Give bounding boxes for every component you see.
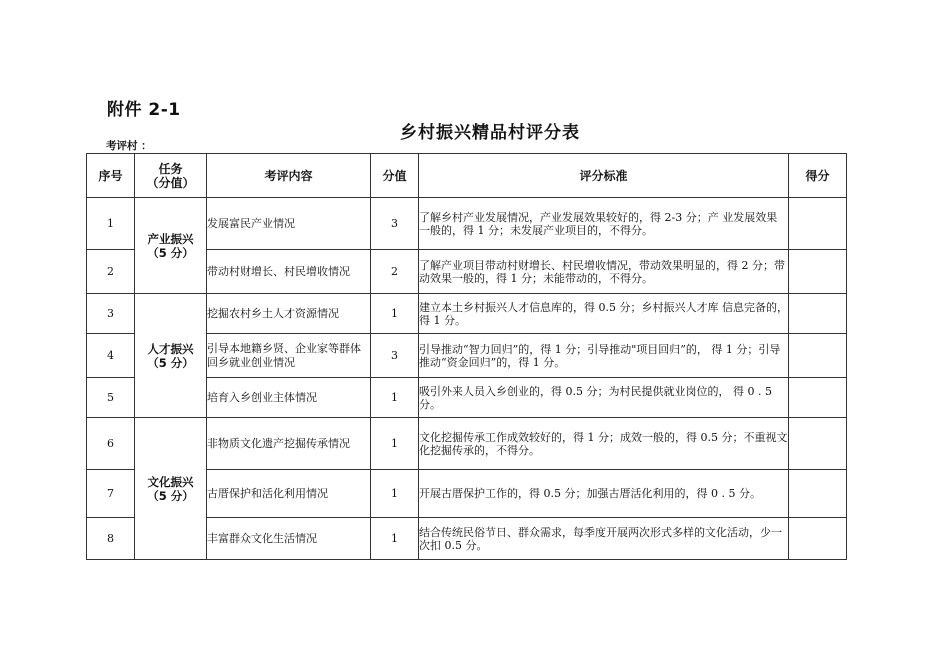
row-content: 引导本地籍乡贤、企业家等群体回乡就业创业情况 xyxy=(207,334,371,378)
row-seq: 2 xyxy=(87,250,135,294)
header-task-line2: （分值） xyxy=(146,175,195,190)
scoring-table xyxy=(86,153,847,560)
group-industry xyxy=(135,198,207,294)
group-culture xyxy=(135,418,207,560)
row-criteria: 开展古厝保护工作的，得 0.5 分；加强古厝活化利用的，得 0 . 5 分。 xyxy=(419,470,789,518)
page-title: 乡村振兴精品村评分表 xyxy=(400,123,580,143)
row-content: 非物质文化遗产挖掘传承情况 xyxy=(207,418,371,470)
row-criteria: 结合传统民俗节日、群众需求，每季度开展两次形式多样的文化活动，少一次扣 0.5 分。 xyxy=(419,518,789,560)
row-content: 发展富民产业情况 xyxy=(207,198,371,250)
village-label: 考评村 ： xyxy=(106,140,152,152)
header-score: 分值 xyxy=(371,154,419,198)
row-score: 3 xyxy=(371,198,419,250)
row-seq: 4 xyxy=(87,334,135,378)
row-criteria: 建立本土乡村振兴人才信息库的，得 0.5 分；乡村振兴人才库 信息完备的，得 1 分。 xyxy=(419,294,789,334)
row-score: 2 xyxy=(371,250,419,294)
row-criteria: 文化挖掘传承工作成效较好的，得 1 分；成效一般的，得 0.5 分；不重视文化挖掘传承的，不得分。 xyxy=(419,418,789,470)
row-result xyxy=(789,518,847,560)
row-result xyxy=(789,198,847,250)
group-points: （5 分） xyxy=(147,488,194,503)
row-criteria: 了解产业项目带动村财增长、村民增收情况，带动效果明显的，得 2 分；带动效果一般的，得 1 分；未能带动的，不得分。 xyxy=(419,250,789,294)
row-result xyxy=(789,378,847,418)
group-points: （5 分） xyxy=(147,355,194,370)
row-result xyxy=(789,294,847,334)
row-content: 古厝保护和活化利用情况 xyxy=(207,470,371,518)
header-seq: 序号 xyxy=(87,154,135,198)
table-header-row xyxy=(87,154,847,198)
group-talent xyxy=(135,294,207,418)
group-name: 人才振兴 xyxy=(147,341,194,356)
annex-label: 附件 2-1 xyxy=(107,100,181,120)
row-content: 培育入乡创业主体情况 xyxy=(207,378,371,418)
row-score: 1 xyxy=(371,518,419,560)
group-name: 文化振兴 xyxy=(147,474,194,489)
table-row xyxy=(87,294,847,334)
row-seq: 6 xyxy=(87,418,135,470)
header-result: 得分 xyxy=(789,154,847,198)
header-task xyxy=(135,154,207,198)
group-points: （5 分） xyxy=(147,245,194,260)
row-score: 1 xyxy=(371,418,419,470)
row-seq: 3 xyxy=(87,294,135,334)
row-seq: 5 xyxy=(87,378,135,418)
table-row xyxy=(87,198,847,250)
row-result xyxy=(789,334,847,378)
row-content: 丰富群众文化生活情况 xyxy=(207,518,371,560)
row-score: 1 xyxy=(371,470,419,518)
row-content: 带动村财增长、村民增收情况 xyxy=(207,250,371,294)
header-criteria: 评分标准 xyxy=(419,154,789,198)
row-content: 挖掘农村乡土人才资源情况 xyxy=(207,294,371,334)
row-score: 3 xyxy=(371,334,419,378)
row-result xyxy=(789,418,847,470)
row-result xyxy=(789,470,847,518)
row-seq: 1 xyxy=(87,198,135,250)
row-criteria: 了解乡村产业发展情况，产业发展效果较好的，得 2-3 分；产 业发展效果一般的，得 1 分；未发展产业项目的，不得分。 xyxy=(419,198,789,250)
row-seq: 7 xyxy=(87,470,135,518)
row-score: 1 xyxy=(371,294,419,334)
header-content: 考评内容 xyxy=(207,154,371,198)
row-seq: 8 xyxy=(87,518,135,560)
group-name: 产业振兴 xyxy=(147,231,194,246)
row-score: 1 xyxy=(371,378,419,418)
header-task-line1: 任务 xyxy=(158,161,183,176)
row-criteria: 吸引外来人员入乡创业的，得 0.5 分；为村民提供就业岗位的， 得 0 . 5 分。 xyxy=(419,378,789,418)
row-criteria: 引导推动“智力回归”的，得 1 分；引导推动"项目回归”的， 得 1 分；引导推动“资金回归”的，得 1 分。 xyxy=(419,334,789,378)
table-row xyxy=(87,418,847,470)
row-result xyxy=(789,250,847,294)
